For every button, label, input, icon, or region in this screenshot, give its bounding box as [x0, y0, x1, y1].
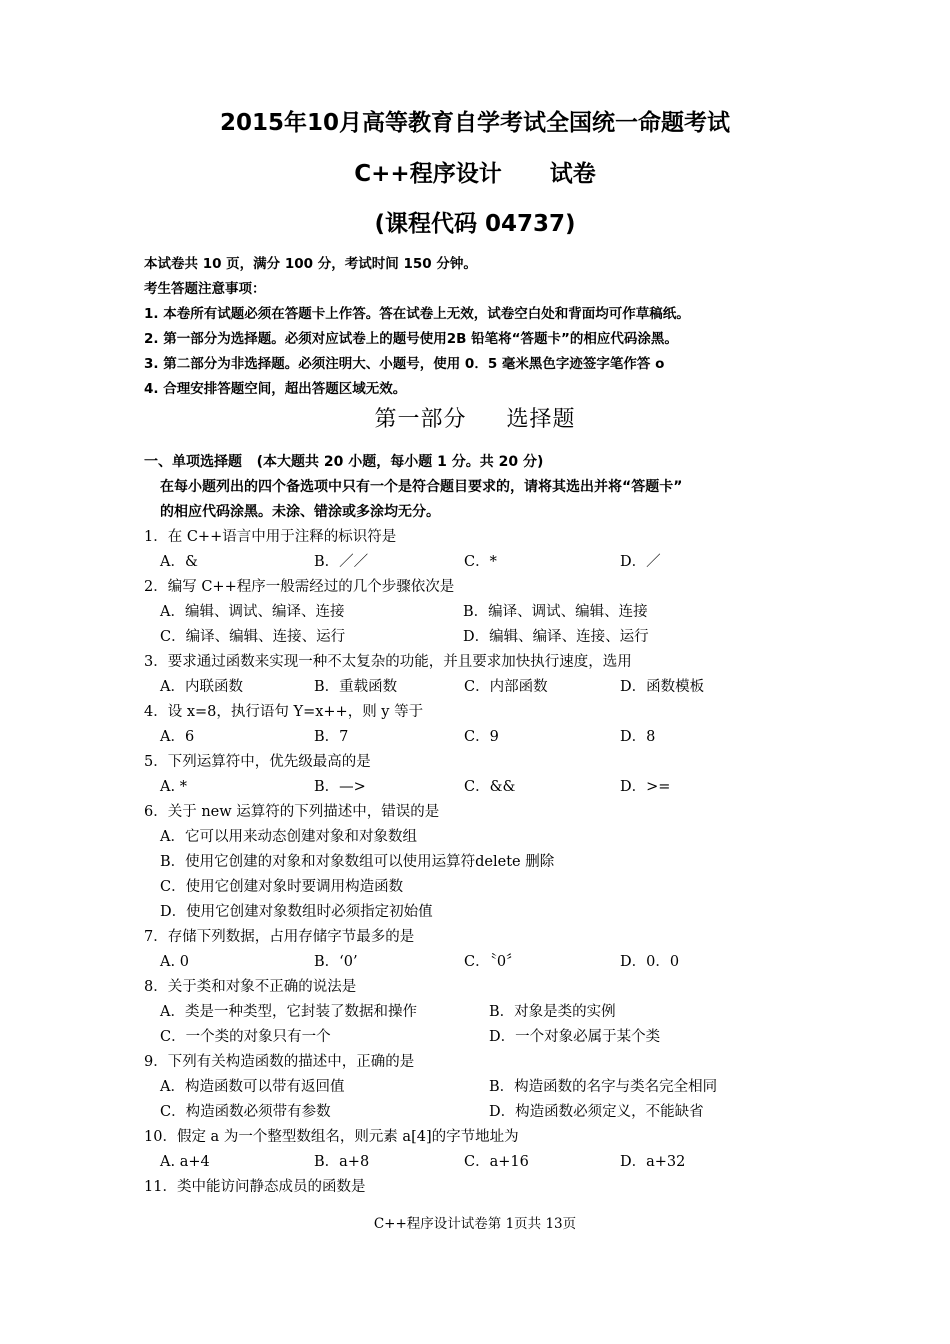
question-stem: 5．下列运算符中，优先级最高的是: [144, 754, 371, 770]
option-row: [144, 875, 904, 900]
answer-option: B．对象是类的实例: [489, 1004, 616, 1020]
note-line: 3. 第二部分为非选择题。必须注明大、小题号，使用 0．5 毫米黑色字迹签字笔作答 o: [144, 356, 665, 372]
option-row: [144, 1025, 904, 1050]
answer-option: A. *: [160, 779, 187, 795]
option-row: [144, 1100, 904, 1125]
answer-option: D．a+32: [620, 1154, 686, 1170]
answer-option: B．‘0’: [314, 954, 358, 970]
answer-option: D．0．0: [620, 954, 680, 970]
option-row: [144, 825, 904, 850]
answer-option: D．8: [620, 729, 656, 745]
answer-option: A．它可以用来动态创建对象和对象数组: [160, 829, 417, 845]
note-line: 2. 第一部分为选择题。必须对应试卷上的题号使用2B 铅笔将“答题卡”的相应代码涂黑。: [144, 331, 678, 347]
course-code: (课程代码 04737): [374, 211, 576, 237]
question-stem: 3．要求通过函数来实现一种不太复杂的功能，并且要求加快执行速度，选用: [144, 654, 632, 670]
answer-option: A．构造函数可以带有返回值: [160, 1079, 345, 1095]
note-line: 1. 本卷所有试题必须在答题卡上作答。答在试卷上无效，试卷空白处和背面均可作草稿纸。: [144, 306, 690, 322]
instruction-line: 的相应代码涂黑。未涂、错涂或多涂均无分。: [160, 504, 440, 520]
answer-option: A．编辑、调试、编译、连接: [160, 604, 345, 620]
answer-option: C．编译、编辑、连接、运行: [160, 629, 346, 645]
exam-subject: C++程序设计 试卷: [354, 161, 596, 187]
question-stem: 1．在 C++语言中用于注释的标识符是: [144, 529, 397, 545]
answer-option: C．*: [464, 554, 497, 570]
answer-option: A．内联函数: [160, 679, 243, 695]
answer-option: C．9: [464, 729, 499, 745]
question-stem: 6．关于 new 运算符的下列描述中，错误的是: [144, 804, 440, 820]
section-instructions: [144, 450, 682, 525]
answer-option: B．a+8: [314, 1154, 370, 1170]
exam-title: 2015年10月高等教育自学考试全国统一命题考试: [219, 110, 731, 136]
section-title: 第一部分 选择题: [374, 407, 576, 432]
answer-option: A．&: [160, 554, 198, 570]
option-row: [144, 850, 904, 875]
option-row: [144, 1000, 904, 1025]
question-stem: 7．存储下列数据，占用存储字节最多的是: [144, 929, 415, 945]
note-line: 考生答题注意事项：: [144, 281, 266, 297]
option-row: [144, 950, 904, 975]
answer-option: B．—>: [314, 779, 366, 795]
answer-option: D．构造函数必须定义，不能缺省: [489, 1104, 704, 1120]
question-group-heading: 一、单项选择题 (本大题共 20 小题，每小题 1 分。共 20 分): [144, 454, 544, 470]
answer-option: D．编辑、编译、连接、运行: [463, 629, 649, 645]
option-row: [144, 625, 904, 650]
option-row: [144, 900, 904, 925]
question-stem: 8．关于类和对象不正确的说法是: [144, 979, 357, 995]
option-row: [144, 775, 904, 800]
answer-option: C．&&: [464, 779, 516, 795]
question-stem: 2．编写 C++程序一般需经过的几个步骤依次是: [144, 579, 455, 595]
answer-option: C．a+16: [464, 1154, 529, 1170]
question-stem: 4．设 x=8，执行语句 Y=x++，则 y 等于: [144, 704, 424, 720]
answer-option: D．函数模板: [620, 679, 705, 695]
answer-option: B．7: [314, 729, 349, 745]
answer-option: A．类是一种类型，它封装了数据和操作: [160, 1004, 417, 1020]
option-row: [144, 550, 904, 575]
answer-option: C．内部函数: [464, 679, 548, 695]
option-row: [144, 1150, 904, 1175]
answer-option: D．使用它创建对象数组时必须指定初始值: [160, 904, 433, 920]
instruction-line: 在每小题列出的四个备选项中只有一个是符合题目要求的，请将其选出并将“答题卡”: [160, 479, 683, 495]
exam-notes: [144, 252, 690, 402]
answer-option: C．使用它创建对象时要调用构造函数: [160, 879, 404, 895]
answer-option: B．构造函数的名字与类名完全相同: [489, 1079, 718, 1095]
answer-option: D．一个对象必属于某个类: [489, 1029, 661, 1045]
option-row: [144, 675, 904, 700]
question-stem: 11．类中能访问静态成员的函数是: [144, 1179, 366, 1195]
page-footer: C++程序设计试卷第 1页共 13页: [373, 1216, 577, 1232]
answer-option: C．〝0〞: [464, 954, 521, 970]
option-row: [144, 1075, 904, 1100]
answer-option: A. 0: [160, 954, 189, 970]
note-line: 本试卷共 10 页，满分 100 分，考试时间 150 分钟。: [144, 256, 477, 272]
answer-option: C．一个类的对象只有一个: [160, 1029, 331, 1045]
note-line: 4. 合理安排答题空间，超出答题区域无效。: [144, 381, 407, 397]
answer-option: A．6: [160, 729, 195, 745]
answer-option: B．使用它创建的对象和对象数组可以使用运算符delete 删除: [160, 854, 555, 870]
answer-option: B．／／: [314, 554, 369, 570]
answer-option: D．>=: [620, 779, 671, 795]
question-stem: 10．假定 a 为一个整型数组名，则元素 a[4]的字节地址为: [144, 1129, 519, 1145]
question-list: [144, 525, 904, 1200]
answer-option: D．／: [620, 554, 661, 570]
answer-option: B．重载函数: [314, 679, 398, 695]
option-row: [144, 600, 904, 625]
option-row: [144, 725, 904, 750]
answer-option: B．编译、调试、编辑、连接: [463, 604, 648, 620]
question-stem: 9．下列有关构造函数的描述中，正确的是: [144, 1054, 415, 1070]
answer-option: C．构造函数必须带有参数: [160, 1104, 331, 1120]
answer-option: A. a+4: [160, 1154, 210, 1170]
